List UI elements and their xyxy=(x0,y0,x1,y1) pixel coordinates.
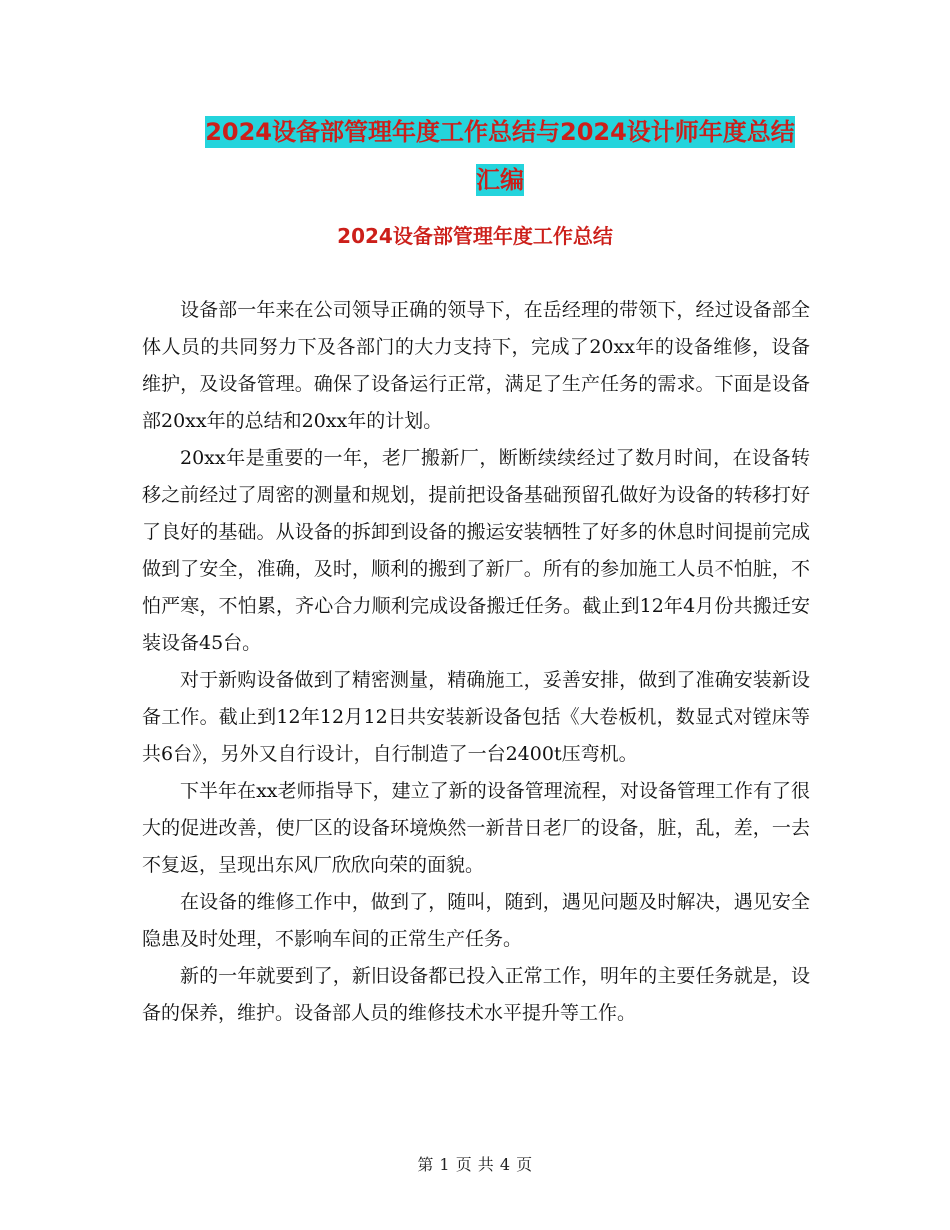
paragraph: 设备部一年来在公司领导正确的领导下，在岳经理的带领下，经过设备部全体人员的共同努力下及各部门的大力支持下，完成了20xx年的设备维修，设备维护，及设备管理。确保了设备运行正常，满足了生产任务的需求。下面是设备部20xx年的总结和20xx年的计划。 xyxy=(142,299,810,432)
section-title: 2024设备部管理年度工作总结 xyxy=(337,224,613,248)
document-body xyxy=(142,292,810,1032)
page-footer: 第 1 页 共 4 页 xyxy=(417,1155,533,1174)
document-title xyxy=(150,108,850,204)
paragraph: 对于新购设备做到了精密测量，精确施工，妥善安排，做到了准确安装新设备工作。截止到12年12月12日共安装新设备包括《大卷板机，数显式对镗床等共6台》，另外又自行设计，自行制造了一台2400t压弯机。 xyxy=(142,669,810,765)
paragraph: 在设备的维修工作中，做到了，随叫，随到，遇见问题及时解决，遇见安全隐患及时处理，不影响车间的正常生产任务。 xyxy=(142,891,810,950)
paragraph: 下半年在xx老师指导下，建立了新的设备管理流程，对设备管理工作有了很大的促进改善，使厂区的设备环境焕然一新昔日老厂的设备，脏，乱，差，一去不复返，呈现出东风厂欣欣向荣的面貌。 xyxy=(142,780,810,876)
paragraph: 新的一年就要到了，新旧设备都已投入正常工作，明年的主要任务就是，设备的保养，维护。设备部人员的维修技术水平提升等工作。 xyxy=(142,965,810,1024)
title-line-1: 2024设备部管理年度工作总结与2024设计师年度总结 xyxy=(205,118,795,146)
paragraph: 20xx年是重要的一年，老厂搬新厂，断断续续经过了数月时间，在设备转移之前经过了周密的测量和规划，提前把设备基础预留孔做好为设备的转移打好了良好的基础。从设备的拆卸到设备的搬运安装牺牲了好多的休息时间提前完成做到了安全，准确，及时，顺利的搬到了新厂。所有的参加施工人员不怕脏，不怕严寒，不怕累，齐心合力顺利完成设备搬迁任务。截止到12年4月份共搬迁安装设备45台。 xyxy=(142,447,810,654)
title-line-2: 汇编 xyxy=(476,166,524,194)
